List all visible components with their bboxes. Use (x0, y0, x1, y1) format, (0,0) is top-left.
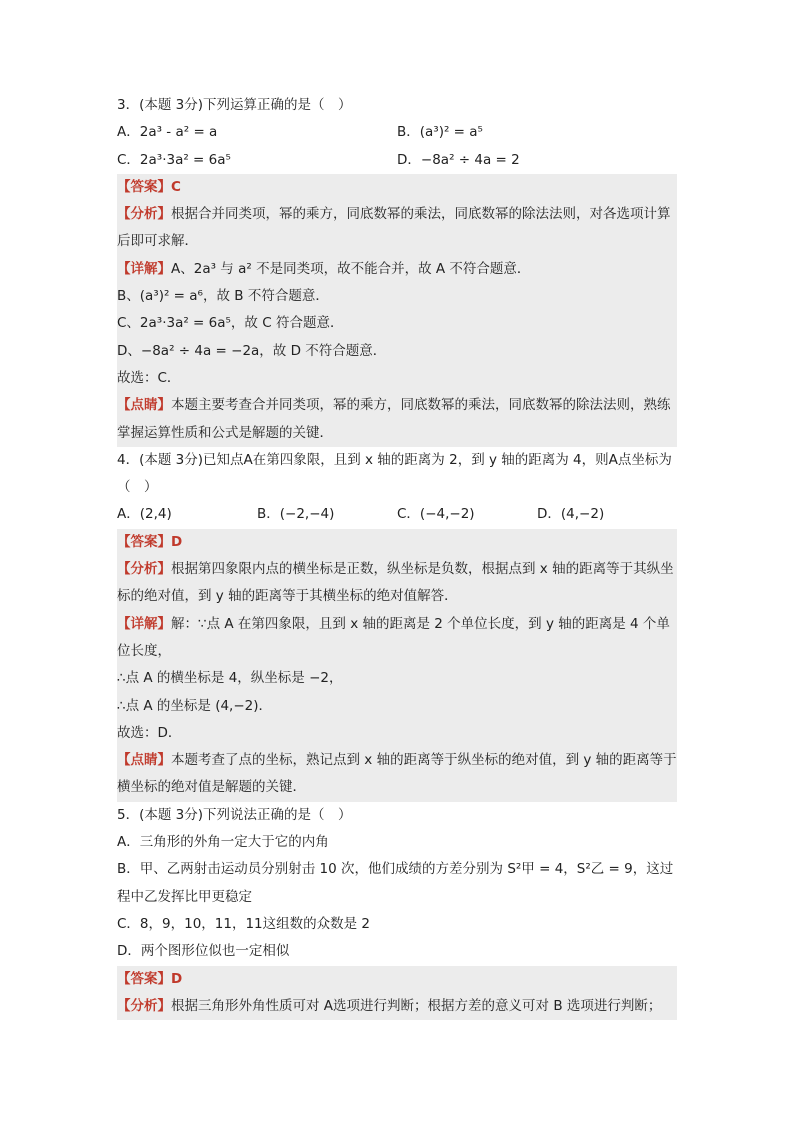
q3-detail-1 (117, 256, 677, 283)
q3-solution-block (117, 174, 677, 447)
q3-option-b: B．(a³)² = a⁵ (397, 124, 483, 141)
q3-option-a: A．2a³ - a² = a (117, 124, 218, 141)
q5-option-a: A．三角形的外角一定大于它的内角 (117, 834, 329, 851)
q3-option-d: D．−8a² ÷ 4a = 2 (397, 151, 520, 168)
q3-option-c: C．2a³·3a² = 6a⁵ (117, 151, 231, 168)
q5-analysis (117, 993, 677, 1020)
q3-options-row-2 (117, 147, 677, 174)
q4-detail-1-text: 解：∵点 A 在第四象限，且到 x 轴的距离是 2 个单位长度，到 y 轴的距离是 4 个单位长度， (117, 615, 670, 659)
comment-tag: 【点睛】 (117, 397, 171, 414)
q4-choose: 故选：D． (117, 724, 182, 741)
q4-detail-1 (117, 611, 677, 666)
q3-analysis-text: 根据合并同类项，幂的乘方，同底数幂的乘法，同底数幂的除法法则，对各选项计算后即可求解． (117, 206, 671, 250)
analysis-tag: 【分析】 (117, 997, 171, 1014)
document-page (117, 92, 677, 1020)
q3-detail-4: D、−8a² ÷ 4a = −2a，故 D 不符合题意． (117, 342, 387, 359)
q4-option-d: D．(4,−2) (537, 506, 605, 523)
q4-comment-text: 本题考查了点的坐标，熟记点到 x 轴的距离等于纵坐标的绝对值，到 y 轴的距离等于横坐标的绝对值是解题的关键． (117, 752, 677, 796)
q4-stem: 4．(本题 3分)已知点A在第四象限，且到 x 轴的距离为 2，到 y 轴的距离为 4，则A点坐标为（ ） (117, 451, 672, 496)
comment-tag: 【点睛】 (117, 752, 171, 769)
q5-answer: 【答案】D (117, 970, 183, 987)
q5-analysis-text: 根据三角形外角性质可对 A选项进行判断；根据方差的意义可对 B 选项进行判断； (171, 997, 662, 1014)
detail-tag: 【详解】 (117, 260, 171, 277)
q4-detail-2: ∴点 A 的横坐标是 4，纵坐标是 −2， (117, 670, 343, 687)
q4-options-row (117, 501, 677, 528)
q5-stem: 5．(本题 3分)下列说法正确的是（ ） (117, 806, 352, 823)
q5-solution-block (117, 966, 677, 1021)
q5-option-b: B．甲、乙两射击运动员分别射击 10 次，他们成绩的方差分别为 S²甲 = 4，S²乙 = 9，这过程中乙发挥比甲更稳定 (117, 861, 674, 905)
q4-solution-block (117, 529, 677, 802)
q4-analysis (117, 556, 677, 611)
q3-detail-3: C、2a³·3a² = 6a⁵，故 C 符合题意． (117, 315, 344, 332)
q4-option-a: A．(2,4) (117, 506, 172, 523)
q4-option-b: B．(−2,−4) (257, 506, 335, 523)
q3-analysis (117, 201, 677, 256)
q4-detail-3: ∴点 A 的坐标是 (4,−2)． (117, 697, 273, 714)
q4-answer: 【答案】D (117, 533, 183, 550)
detail-tag: 【详解】 (117, 615, 171, 632)
q5-option-d: D．两个图形位似也一定相似 (117, 943, 290, 960)
q3-answer: 【答案】C (117, 178, 181, 195)
q4-comment (117, 747, 677, 802)
q4-option-c: C．(−4,−2) (397, 506, 475, 523)
q3-options-row-1 (117, 119, 677, 146)
q3-comment (117, 392, 677, 447)
q4-analysis-text: 根据第四象限内点的横坐标是正数，纵坐标是负数，根据点到 x 轴的距离等于其纵坐标的绝对值，到 y 轴的距离等于其横坐标的绝对值解答． (117, 561, 674, 605)
q3-stem: 3．(本题 3分)下列运算正确的是（ ） (117, 97, 352, 113)
analysis-tag: 【分析】 (117, 206, 171, 223)
q3-choose: 故选：C． (117, 369, 181, 386)
q3-detail-2: B、(a³)² = a⁶，故 B 不符合题意． (117, 288, 329, 305)
analysis-tag: 【分析】 (117, 561, 171, 578)
q3-detail-1-text: A、2a³ 与 a² 不是同类项，故不能合并，故 A 不符合题意． (171, 260, 531, 277)
q3-comment-text: 本题主要考查合并同类项，幂的乘方，同底数幂的乘法，同底数幂的除法法则，熟练掌握运算性质和公式是解题的关键． (117, 397, 671, 441)
q5-option-c: C．8，9，10，11，11这组数的众数是 2 (117, 915, 371, 932)
